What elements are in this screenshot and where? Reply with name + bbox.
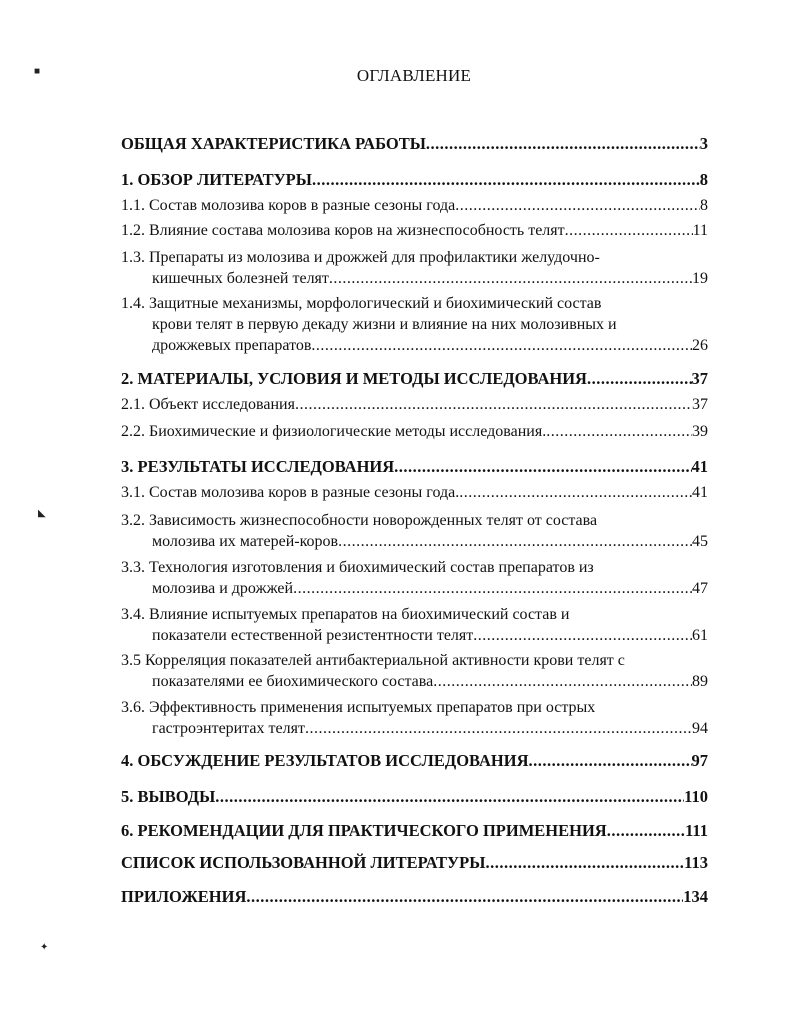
toc-page-number: 41 — [691, 457, 708, 476]
toc-entry-text: 3.2. Зависимость жизнеспособности новорожденных телят от состава — [121, 512, 598, 529]
toc-entry-text: 2.1. Объект исследования — [121, 396, 295, 413]
toc-page-number: 97 — [691, 751, 708, 770]
toc-entry-text: дрожжевых препаратов — [152, 337, 312, 354]
toc-entry[interactable] — [121, 650, 708, 692]
dot-leader — [394, 456, 691, 477]
toc-entry-text: ПРИЛОЖЕНИЯ — [121, 887, 247, 906]
toc-page-number: 41 — [692, 484, 708, 501]
toc-entry-text: 2. МАТЕРИАЛЫ, УСЛОВИЯ И МЕТОДЫ ИССЛЕДОВАНИЯ — [121, 369, 587, 388]
toc-entry-text: 3.4. Влияние испытуемых препаратов на биохимический состав и — [121, 606, 570, 623]
toc-entry-text: показателями ее биохимического состава — [152, 673, 434, 690]
toc-entry[interactable] — [121, 133, 708, 154]
toc-page-number: 37 — [692, 396, 708, 413]
toc-entry-text: 1.3. Препараты из молозива и дрожжей для профилактики желудочно- — [121, 249, 600, 266]
dot-leader — [473, 625, 692, 646]
toc-entry-text: показатели естественной резистентности телят — [152, 627, 474, 644]
toc-entry-text: 3.6. Эффективность применения испытуемых препаратов при острых — [121, 699, 596, 716]
toc-page-number: 19 — [692, 270, 708, 287]
toc-entry[interactable] — [121, 510, 708, 552]
scan-speck: ✦ — [40, 942, 49, 953]
toc-page-number: 37 — [691, 369, 708, 388]
dot-leader — [329, 268, 692, 289]
toc-entry[interactable] — [121, 820, 708, 841]
toc-page-number: 134 — [683, 887, 708, 906]
toc-entry-text: кишечных болезней телят — [152, 270, 329, 287]
dot-leader — [246, 886, 683, 907]
toc-entry-text: 1.2. Влияние состава молозива коров на жизнеспособность телят — [121, 222, 565, 239]
toc-entry-text: 5. ВЫВОДЫ — [121, 787, 216, 806]
toc-page-number: 94 — [692, 720, 708, 737]
toc-page-number: 113 — [684, 853, 708, 872]
toc-entry-text: молозива и дрожжей — [152, 580, 294, 597]
toc-page-number: 3 — [699, 134, 708, 153]
toc-entry-text: ОБЩАЯ ХАРАКТЕРИСТИКА РАБОТЫ — [121, 134, 426, 153]
dot-leader — [607, 820, 685, 841]
dot-leader — [587, 368, 692, 389]
dot-leader — [455, 195, 700, 216]
dot-leader — [426, 133, 700, 154]
page-title: ОГЛАВЛЕНИЕ — [356, 66, 472, 85]
toc-page-number: 61 — [692, 627, 708, 644]
dot-leader — [565, 220, 693, 241]
toc-page-number: 47 — [692, 580, 708, 597]
toc-entry[interactable] — [121, 169, 708, 190]
toc-entry-text: 3.5 Корреляция показателей антибактериальной активности крови телят с — [121, 652, 625, 669]
toc-entry[interactable] — [121, 394, 708, 415]
toc-page-number: 110 — [684, 787, 708, 806]
dot-leader — [459, 482, 692, 503]
dot-leader — [305, 718, 692, 739]
toc-entry[interactable] — [121, 557, 708, 599]
toc-entry-text: 6. РЕКОМЕНДАЦИИ ДЛЯ ПРАКТИЧЕСКОГО ПРИМЕНЕНИЯ — [121, 821, 607, 840]
dot-leader — [546, 421, 692, 442]
toc-entry-text: 4. ОБСУЖДЕНИЕ РЕЗУЛЬТАТОВ ИССЛЕДОВАНИЯ — [121, 751, 529, 770]
toc-entry-text: молозива их матерей-коров — [152, 533, 339, 550]
toc-entry[interactable] — [121, 293, 708, 356]
toc-entry-text: СПИСОК ИСПОЛЬЗОВАННОЙ ЛИТЕРАТУРЫ — [121, 853, 486, 872]
toc-page-number: 8 — [699, 170, 708, 189]
dot-leader — [293, 578, 692, 599]
dot-leader — [485, 852, 684, 873]
dot-leader — [215, 786, 684, 807]
toc-entry[interactable] — [121, 852, 708, 873]
toc-page-number: 39 — [692, 423, 708, 440]
toc-entry[interactable] — [121, 247, 708, 289]
toc-entry[interactable] — [121, 604, 708, 646]
dot-leader — [295, 394, 692, 415]
dot-leader — [338, 531, 692, 552]
toc-entry[interactable] — [121, 886, 708, 907]
dot-leader — [433, 671, 692, 692]
toc-entry[interactable] — [121, 220, 708, 241]
dot-leader — [312, 169, 700, 190]
toc-page-number: 89 — [692, 673, 708, 690]
toc-page-number: 26 — [692, 337, 708, 354]
toc-entry[interactable] — [121, 697, 708, 739]
toc-entry-text: 3.3. Технология изготовления и биохимический состав препаратов из — [121, 559, 594, 576]
toc-entry[interactable] — [121, 421, 708, 442]
scan-speck: ■ — [34, 66, 41, 77]
toc-entry[interactable] — [121, 482, 708, 503]
toc-entry[interactable] — [121, 456, 708, 477]
toc-entry[interactable] — [121, 786, 708, 807]
toc-entry[interactable] — [121, 750, 708, 771]
toc-entry[interactable] — [121, 368, 708, 389]
toc-entry-text: гастроэнтеритах телят — [152, 720, 305, 737]
toc-entry-text: 3.1. Состав молозива коров в разные сезоны года. — [121, 484, 460, 501]
toc-entry-text: 1.4. Защитные механизмы, морфологический и биохимический состав — [121, 295, 602, 312]
toc-page-number: 8 — [700, 197, 708, 214]
toc-entry-text: 2.2. Биохимические и физиологические методы исследования. — [121, 423, 547, 440]
toc-page-number: 11 — [692, 222, 708, 239]
toc-page-number: 45 — [692, 533, 708, 550]
toc-entry-text: крови телят в первую декаду жизни и влияние на них молозивных и — [152, 316, 617, 333]
toc-entry-text: 1.1. Состав молозива коров в разные сезоны года — [121, 197, 456, 214]
toc-page-number: 111 — [685, 821, 708, 840]
toc-entry-text: 1. ОБЗОР ЛИТЕРАТУРЫ — [121, 170, 312, 189]
toc-entry-text: 3. РЕЗУЛЬТАТЫ ИССЛЕДОВАНИЯ — [121, 457, 395, 476]
toc-entry[interactable] — [121, 195, 708, 216]
scan-speck: ◣ — [38, 508, 46, 519]
dot-leader — [529, 750, 692, 771]
dot-leader — [311, 335, 692, 356]
